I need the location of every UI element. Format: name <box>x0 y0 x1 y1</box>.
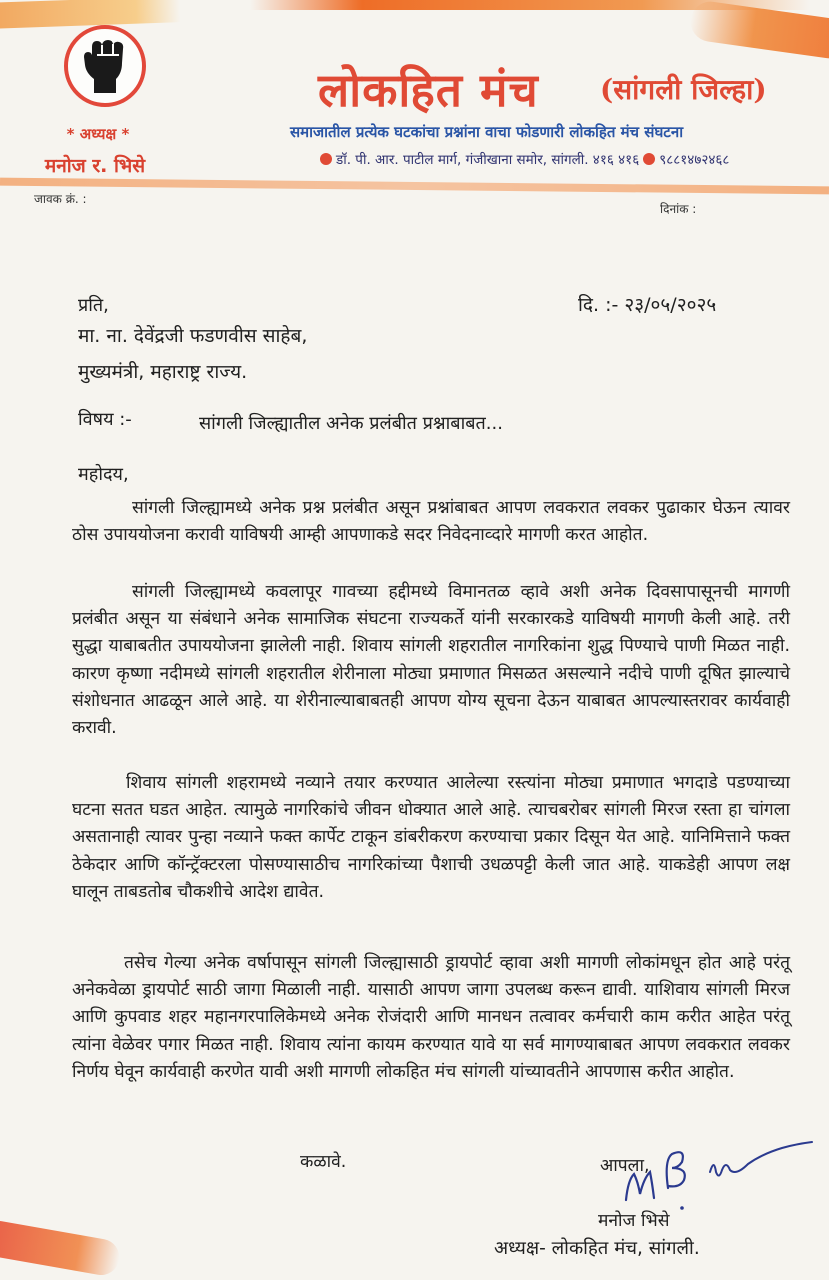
body-paragraph: सांगली जिल्ह्यामध्ये अनेक प्रश्न प्रलंबीत असून प्रश्नांबाबत आपण लवकरात लवकर पुढाकार घेऊन त्यावर ठोस उपाययोजना करावी याविषयी आम्ही आपणाकडे सदर निवेदनाव्दारे मागणी करत आहोत. <box>72 498 790 546</box>
recipient-prefix: प्रति, <box>78 295 109 316</box>
body-paragraph: तसेच गेल्या अनेक वर्षापासून सांगली जिल्ह्यासाठी ड्रायपोर्ट व्हावा अशी मागणी लोकांमधून होत आहे परंतू अनेकवेळा ड्रायपोर्ट साठी जागा मिळाली नाही. यासाठी आपण जागा उपलब्ध करून द्यावी. याशिवाय सांगली मिरज आणि कुपवाड शहर महानगरपालिकेमध्ये अनेक रोजंदारी आणि मानधन तत्वावर कर्मचारी काम करीत आहेत परंतू त्यांना वेळेवर पगार मिळत नाही. शिवाय त्यांना कायम करण्यात यावे या सर्व मागण्याबाबत आपण लवकरात लवकर निर्णय घेवून कार्यवाही करणेत यावी अशी मागणी लोकहित मंच सांगली यांच्यावतीने आपणास करीत आहोत. <box>72 953 790 1082</box>
organization-tagline: समाजातील प्रत्येक घटकांचा प्रश्नांना वाचा फोडणारी लोकहित मंच संघटना <box>290 123 684 141</box>
date-field-label: दिनांक : <box>660 202 697 216</box>
decorative-brush-stroke <box>0 0 180 30</box>
closing-request: कळावे. <box>300 1152 347 1172</box>
letter-date: दि. :- २३/०५/२०२५ <box>578 294 717 316</box>
body-paragraph: सांगली जिल्ह्यामध्ये कवलापूर गावच्या हद्दीमध्ये विमानतळ व्हावे अशी अनेक दिवसापासूनची मागणी प्रलंबीत असून या संबंधाने अनेक सामाजिक संघटना राज्यकर्ते यांनी सरकारकडे याविषयी मागणी केली आहे. तरी सुद्धा याबाबतीत उपाययोजना झालेली नाही. शिवाय सांगली शहरातील नागरिकांना शुद्ध पिण्याचे पाणी मिळत नाही. कारण कृष्णा नदीमध्ये सांगली शहरातील शेरीनाला मोठ्या प्रमाणात मिसळत असल्याने नदीचे पाणी दूषित झाल्याचे संशोधनात आढळून आले आहे. या शेरीनाल्याबाबतही आपण योग्य सूचना देऊन याबाबत आपल्यास्तरावर कार्यवाही करावी. <box>72 582 790 739</box>
address-text: डॉ. पी. आर. पाटील मार्ग, गंजीखाना समोर, सांगली. ४१६ ४१६ <box>336 152 640 168</box>
signatory-title: अध्यक्ष- लोकहित मंच, सांगली. <box>494 1238 700 1259</box>
subject-text: सांगली जिल्ह्यातील अनेक प्रलंबीत प्रश्नाबाबत... <box>199 413 503 434</box>
president-label: * अध्यक्ष * <box>66 125 130 143</box>
salutation: महोदय, <box>78 464 129 485</box>
location-pin-icon <box>320 153 332 165</box>
raised-fist-icon <box>64 25 146 107</box>
signatory-name: मनोज भिसे <box>598 1211 670 1231</box>
phone-icon <box>643 153 655 165</box>
header-divider <box>0 178 829 195</box>
phone-number: ९८८१४७२४६८ <box>659 152 730 168</box>
reference-number-label: जावक क्रं. : <box>34 192 87 206</box>
subject-label: विषय :- <box>78 409 132 430</box>
organization-district: (सांगली जिल्हा) <box>600 73 767 106</box>
decorative-brush-stroke <box>0 1218 122 1278</box>
president-name: मनोज र. भिसे <box>44 155 146 177</box>
body-paragraph: शिवाय सांगली शहरामध्ये नव्याने तयार करण्यात आलेल्या रस्त्यांना मोठ्या प्रमाणात भगदाडे पडण्याच्या घटना सतत घडत आहेत. त्यामुळे नागरिकांचे जीवन धोक्यात आले आहे. त्याचबरोबर सांगली मिरज रस्ता हा चांगला असतानाही त्यावर पुन्हा नव्याने फक्त कार्पेट टाकून डांबरीकरण करण्याचा प्रकार दिसून येत आहे. यानिमित्ताने फक्त ठेकेदार आणि कॉन्ट्रॅक्टरला पोसण्यासाठीच नागरिकांच्या पैशाची उधळपट्टी केली जात आहे. याकडेही आपण लक्ष घालून ताबडतोब चौकशीचे आदेश द्यावेत. <box>72 773 790 902</box>
closing-yours: आपला, <box>600 1156 650 1176</box>
organization-address <box>316 150 729 168</box>
addressee-title: मुख्यमंत्री, महाराष्ट्र राज्य. <box>78 361 248 383</box>
organization-name: लोकहित मंच <box>318 63 539 117</box>
addressee-name: मा. ना. देवेंद्रजी फडणवीस साहेब, <box>78 325 308 347</box>
handwritten-signature <box>612 1138 827 1213</box>
